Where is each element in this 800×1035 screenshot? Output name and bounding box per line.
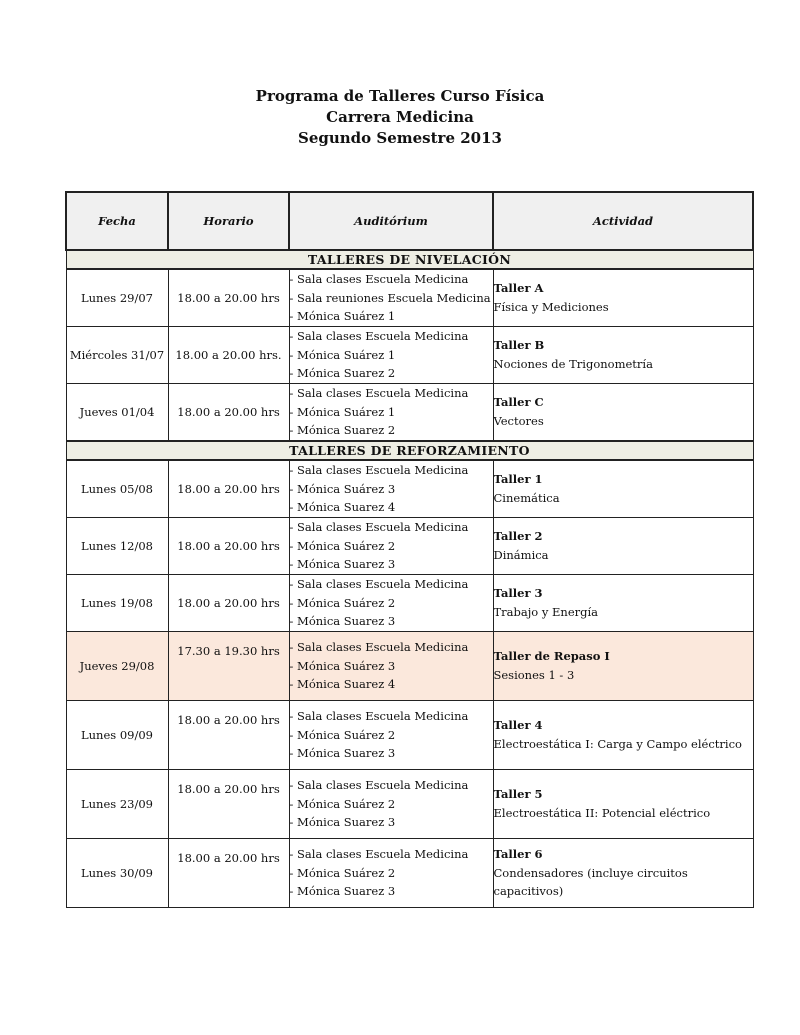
fecha-cell: Lunes 29/07 bbox=[66, 269, 168, 327]
auditorium-line: - Mónica Suarez 3 bbox=[289, 557, 396, 572]
table-row bbox=[66, 632, 753, 701]
taller-description: Física y Mediciones bbox=[493, 300, 609, 314]
table-row bbox=[66, 269, 753, 327]
auditorium-line: - Sala clases Escuela Medicina bbox=[289, 272, 469, 287]
taller-description: Cinemática bbox=[493, 491, 560, 505]
column-header-horario: Horario bbox=[168, 192, 289, 250]
document-title bbox=[0, 86, 800, 149]
auditorium-cell bbox=[289, 632, 493, 701]
actividad-cell bbox=[493, 269, 753, 327]
horario-cell: 18.00 a 20.00 hrs bbox=[168, 839, 289, 908]
auditorium-cell bbox=[289, 269, 493, 327]
title-line-1: Programa de Talleres Curso Física bbox=[255, 87, 545, 105]
auditorium-cell bbox=[289, 518, 493, 575]
taller-title: Taller C bbox=[493, 395, 544, 410]
taller-description: Trabajo y Energía bbox=[493, 605, 599, 619]
auditorium-line: - Mónica Suarez 4 bbox=[289, 677, 396, 692]
taller-title: Taller 3 bbox=[493, 586, 543, 601]
table-header-row bbox=[66, 192, 753, 250]
horario-cell: 18.00 a 20.00 hrs bbox=[168, 384, 289, 442]
auditorium-line: - Sala clases Escuela Medicina bbox=[289, 847, 469, 862]
auditorium-line: - Mónica Suarez 2 bbox=[289, 366, 396, 381]
auditorium-line: - Mónica Suarez 4 bbox=[289, 500, 396, 515]
auditorium-line: - Mónica Suárez 2 bbox=[289, 595, 396, 610]
auditorium-line: - Mónica Suarez 3 bbox=[289, 746, 396, 761]
horario-cell: 18.00 a 20.00 hrs bbox=[168, 518, 289, 575]
auditorium-cell bbox=[289, 770, 493, 839]
fecha-cell: Lunes 09/09 bbox=[66, 701, 168, 770]
title-line-3: Segundo Semestre 2013 bbox=[298, 129, 502, 147]
auditorium-line: - Sala reuniones Escuela Medicina bbox=[289, 290, 491, 305]
fecha-cell: Jueves 01/04 bbox=[66, 384, 168, 442]
auditorium-line: - Mónica Suárez 1 bbox=[289, 404, 396, 419]
auditorium-line: - Sala clases Escuela Medicina bbox=[289, 386, 469, 401]
fecha-cell: Jueves 29/08 bbox=[66, 632, 168, 701]
fecha-cell: Lunes 23/09 bbox=[66, 770, 168, 839]
fecha-cell: Miércoles 31/07 bbox=[66, 327, 168, 384]
actividad-cell bbox=[493, 384, 753, 442]
taller-description: Condensadores (incluye circuitos capacitivos) bbox=[493, 865, 688, 899]
table-row bbox=[66, 518, 753, 575]
taller-title: Taller B bbox=[493, 338, 545, 353]
horario-cell: 18.00 a 20.00 hrs bbox=[168, 575, 289, 632]
table-row bbox=[66, 770, 753, 839]
section-header bbox=[66, 441, 753, 460]
taller-description: Vectores bbox=[493, 414, 544, 428]
taller-title: Taller 6 bbox=[493, 847, 543, 862]
horario-cell: 18.00 a 20.00 hrs bbox=[168, 701, 289, 770]
table-row bbox=[66, 701, 753, 770]
auditorium-line: - Mónica Suárez 2 bbox=[289, 727, 396, 742]
taller-title: Taller A bbox=[493, 281, 544, 296]
column-header-auditorium: Auditórium bbox=[289, 192, 493, 250]
auditorium-line: - Sala clases Escuela Medicina bbox=[289, 640, 469, 655]
taller-description: Nociones de Trigonometría bbox=[493, 357, 653, 371]
actividad-cell bbox=[493, 460, 753, 518]
taller-title: Taller 4 bbox=[493, 718, 543, 733]
auditorium-line: - Mónica Suarez 2 bbox=[289, 423, 396, 438]
actividad-cell bbox=[493, 701, 753, 770]
auditorium-line: - Mónica Suarez 3 bbox=[289, 614, 396, 629]
horario-cell: 18.00 a 20.00 hrs. bbox=[168, 327, 289, 384]
auditorium-line: - Mónica Suárez 2 bbox=[289, 796, 396, 811]
title-line-2: Carrera Medicina bbox=[326, 108, 474, 126]
fecha-cell: Lunes 19/08 bbox=[66, 575, 168, 632]
horario-cell: 18.00 a 20.00 hrs bbox=[168, 770, 289, 839]
auditorium-line: - Sala clases Escuela Medicina bbox=[289, 520, 469, 535]
actividad-cell bbox=[493, 518, 753, 575]
auditorium-cell bbox=[289, 575, 493, 632]
auditorium-line: - Mónica Suárez 3 bbox=[289, 658, 396, 673]
schedule-table bbox=[65, 191, 754, 908]
auditorium-cell bbox=[289, 701, 493, 770]
column-header-fecha: Fecha bbox=[66, 192, 168, 250]
table-row bbox=[66, 384, 753, 442]
auditorium-line: - Sala clases Escuela Medicina bbox=[289, 577, 469, 592]
auditorium-line: - Sala clases Escuela Medicina bbox=[289, 709, 469, 724]
fecha-cell: Lunes 12/08 bbox=[66, 518, 168, 575]
taller-description: Electroestática II: Potencial eléctrico bbox=[493, 806, 711, 820]
auditorium-cell bbox=[289, 460, 493, 518]
auditorium-cell bbox=[289, 839, 493, 908]
section-title: TALLERES DE NIVELACIÓN bbox=[66, 250, 753, 269]
auditorium-line: - Mónica Suarez 3 bbox=[289, 815, 396, 830]
auditorium-line: - Mónica Suárez 1 bbox=[289, 347, 396, 362]
table-row bbox=[66, 327, 753, 384]
auditorium-line: - Sala clases Escuela Medicina bbox=[289, 778, 469, 793]
fecha-cell: Lunes 30/09 bbox=[66, 839, 168, 908]
actividad-cell bbox=[493, 327, 753, 384]
section-title: TALLERES DE REFORZAMIENTO bbox=[66, 441, 753, 460]
horario-cell: 18.00 a 20.00 hrs bbox=[168, 269, 289, 327]
auditorium-cell bbox=[289, 384, 493, 442]
column-header-actividad: Actividad bbox=[493, 192, 753, 250]
taller-description: Dinámica bbox=[493, 548, 549, 562]
horario-cell: 17.30 a 19.30 hrs bbox=[168, 632, 289, 701]
auditorium-line: - Mónica Suárez 2 bbox=[289, 865, 396, 880]
actividad-cell bbox=[493, 839, 753, 908]
actividad-cell bbox=[493, 770, 753, 839]
table-row bbox=[66, 575, 753, 632]
taller-title: Taller de Repaso I bbox=[493, 649, 610, 664]
auditorium-line: - Sala clases Escuela Medicina bbox=[289, 329, 469, 344]
auditorium-cell bbox=[289, 327, 493, 384]
actividad-cell bbox=[493, 632, 753, 701]
table-row bbox=[66, 839, 753, 908]
auditorium-line: - Mónica Suárez 1 bbox=[289, 309, 396, 324]
taller-title: Taller 1 bbox=[493, 472, 543, 487]
section-header bbox=[66, 250, 753, 269]
taller-title: Taller 5 bbox=[493, 787, 543, 802]
taller-description: Sesiones 1 - 3 bbox=[493, 668, 575, 682]
taller-description: Electroestática I: Carga y Campo eléctrico bbox=[493, 737, 742, 751]
taller-title: Taller 2 bbox=[493, 529, 543, 544]
auditorium-line: - Mónica Suárez 3 bbox=[289, 481, 396, 496]
auditorium-line: - Sala clases Escuela Medicina bbox=[289, 463, 469, 478]
auditorium-line: - Mónica Suárez 2 bbox=[289, 538, 396, 553]
actividad-cell bbox=[493, 575, 753, 632]
horario-cell: 18.00 a 20.00 hrs bbox=[168, 460, 289, 518]
fecha-cell: Lunes 05/08 bbox=[66, 460, 168, 518]
table-row bbox=[66, 460, 753, 518]
auditorium-line: - Mónica Suarez 3 bbox=[289, 884, 396, 899]
